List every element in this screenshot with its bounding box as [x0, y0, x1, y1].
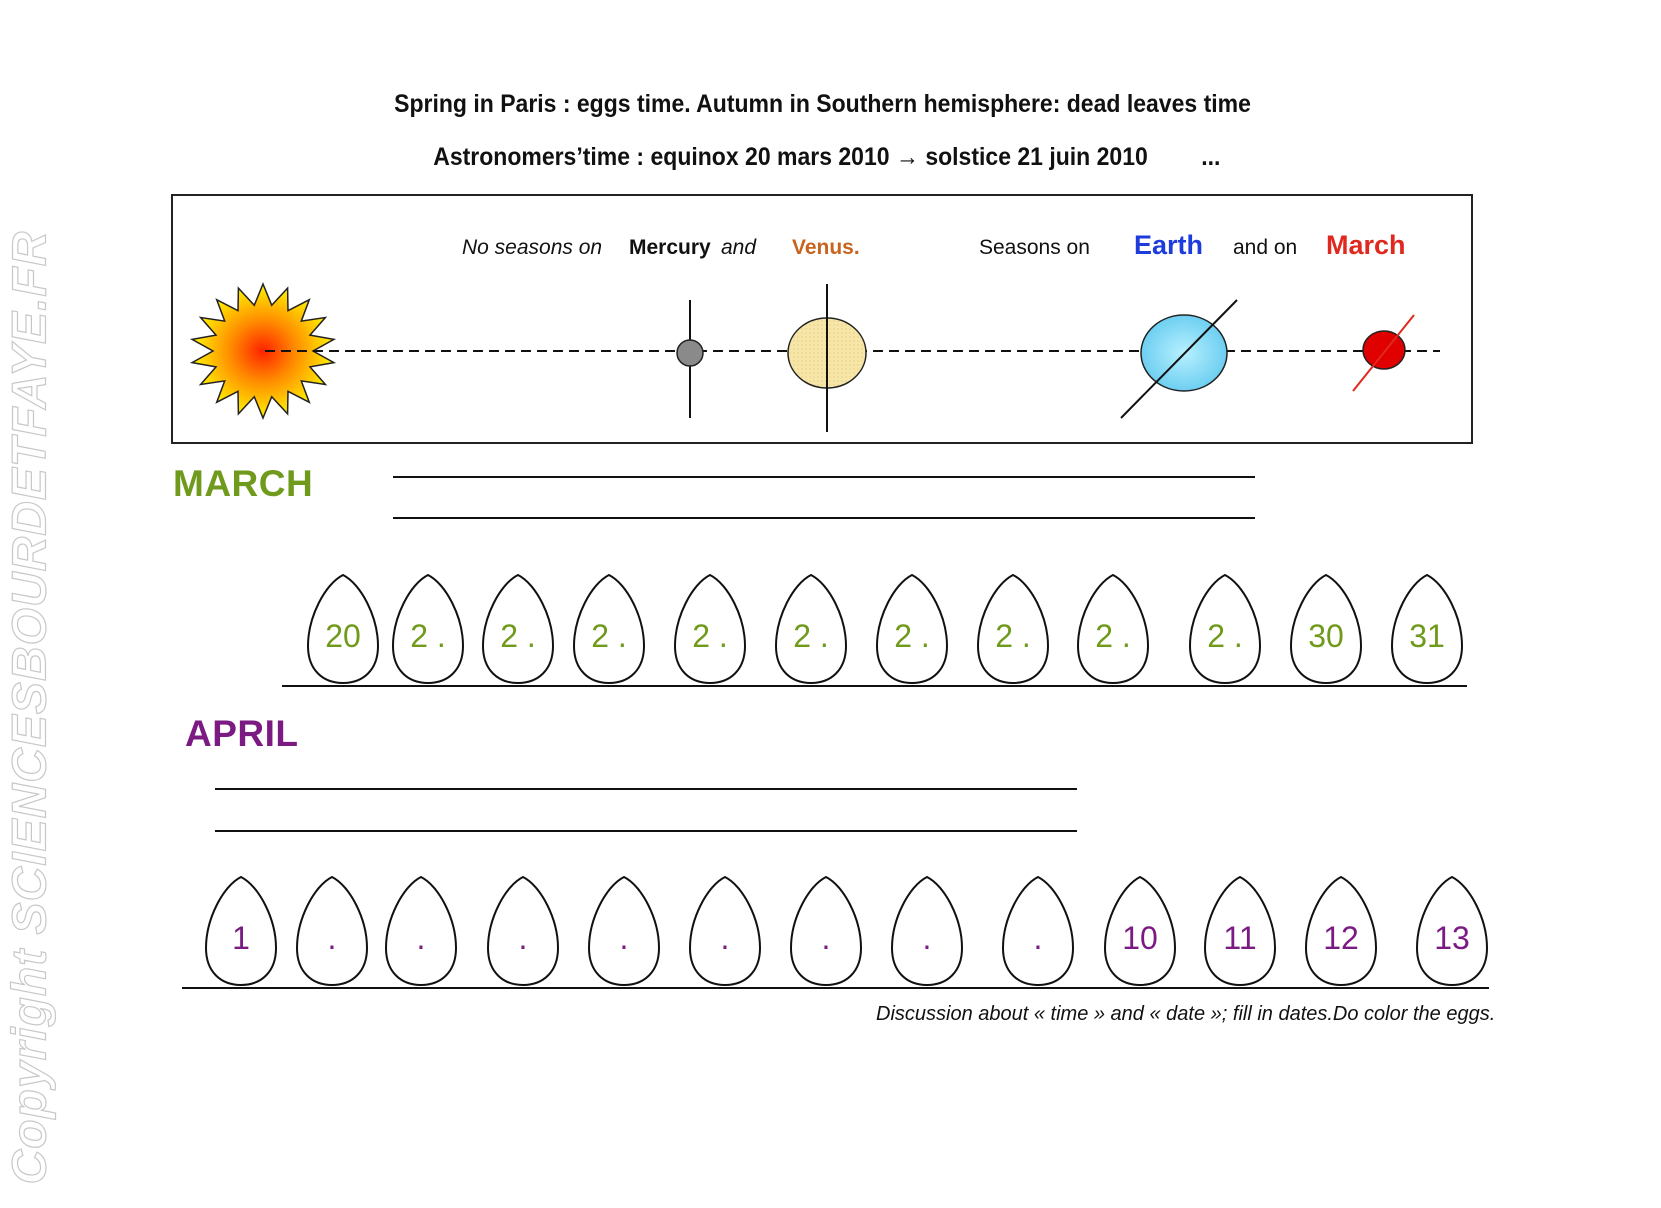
april-egg[interactable]	[1414, 874, 1490, 988]
april-baseline	[182, 987, 1489, 989]
mercury-label: Mercury	[629, 236, 711, 259]
subtitle-ellipsis: ...	[1201, 143, 1221, 171]
april-egg[interactable]	[788, 874, 864, 988]
april-egg[interactable]	[889, 874, 965, 988]
april-writing-line-1	[215, 788, 1077, 790]
march-egg-date: 2 .	[1095, 618, 1131, 654]
march-egg[interactable]	[1187, 572, 1263, 686]
april-egg-date: 10	[1122, 920, 1158, 956]
april-egg[interactable]	[687, 874, 763, 988]
march-egg-date: 2 .	[894, 618, 930, 654]
april-egg-date: .	[1033, 920, 1043, 956]
footnote: Discussion about « time » and « date »; fill in dates.Do color the eggs.	[876, 1003, 1496, 1025]
april-egg-date: .	[821, 920, 831, 956]
mercury-planet-icon	[677, 340, 703, 366]
copyright-watermark: Copyright SCIENCESBOURDETFAYE.FR	[3, 230, 57, 1185]
orbit-diagram	[173, 196, 1475, 446]
march-writing-line-1	[393, 476, 1255, 478]
april-egg[interactable]	[294, 874, 370, 988]
march-egg-date: 2 .	[410, 618, 446, 654]
subtitle-text: Astronomers’time : equinox 20 mars 2010 → solstice 21 juin 2010	[433, 143, 1148, 171]
march-egg[interactable]	[1288, 572, 1364, 686]
march-baseline	[282, 685, 1467, 687]
april-egg-date: .	[922, 920, 932, 956]
march-egg-date: 31	[1409, 618, 1445, 654]
april-egg-date: 12	[1323, 920, 1359, 956]
march-egg[interactable]	[773, 572, 849, 686]
page-title: Spring in Paris : eggs time. Autumn in Southern hemisphere: dead leaves time	[394, 90, 1251, 118]
march-egg-date: 2 .	[500, 618, 536, 654]
april-egg[interactable]	[1303, 874, 1379, 988]
and-on-label: and on	[1233, 236, 1298, 259]
march-egg[interactable]	[975, 572, 1051, 686]
march-egg-date: 2 .	[1207, 618, 1243, 654]
april-egg[interactable]	[586, 874, 662, 988]
april-egg[interactable]	[1202, 874, 1278, 988]
april-heading: APRIL	[185, 713, 299, 754]
march-egg[interactable]	[874, 572, 950, 686]
no-seasons-label: No seasons on	[462, 236, 603, 259]
march-egg-date: 2 .	[995, 618, 1031, 654]
march-heading: MARCH	[173, 463, 314, 504]
april-egg-date: 11	[1223, 920, 1257, 956]
march-egg-date: 30	[1308, 618, 1344, 654]
sun-icon	[192, 284, 334, 418]
march-writing-line-2	[393, 517, 1255, 519]
april-egg-date: .	[518, 920, 528, 956]
april-egg-date: .	[619, 920, 629, 956]
april-egg[interactable]	[203, 874, 279, 988]
april-egg-date: 1	[232, 920, 250, 956]
earth-label: Earth	[1134, 230, 1204, 260]
march-egg-date: 2 .	[591, 618, 627, 654]
march-egg[interactable]	[1389, 572, 1465, 686]
april-egg[interactable]	[485, 874, 561, 988]
april-egg[interactable]	[1102, 874, 1178, 988]
mars-planet-icon	[1363, 331, 1405, 369]
seasons-on-label: Seasons on	[979, 236, 1090, 259]
april-egg-date: .	[416, 920, 426, 956]
and-label: and	[721, 236, 757, 259]
april-egg-date: 13	[1434, 920, 1470, 956]
march-egg-date: 20	[325, 618, 361, 654]
march-egg[interactable]	[305, 572, 381, 686]
april-writing-line-2	[215, 830, 1077, 832]
orbit-panel	[171, 194, 1473, 444]
april-egg-date: .	[720, 920, 730, 956]
venus-label: Venus.	[792, 236, 860, 259]
april-egg-date: .	[327, 920, 337, 956]
march-egg[interactable]	[672, 572, 748, 686]
page-subtitle	[26, 143, 1554, 172]
april-egg[interactable]	[383, 874, 459, 988]
march-egg[interactable]	[1075, 572, 1151, 686]
march-planet-label: March	[1326, 230, 1406, 260]
march-egg[interactable]	[571, 572, 647, 686]
march-egg-date: 2 .	[692, 618, 728, 654]
march-egg-date: 2 .	[793, 618, 829, 654]
march-egg[interactable]	[390, 572, 466, 686]
april-egg[interactable]	[1000, 874, 1076, 988]
march-egg[interactable]	[480, 572, 556, 686]
